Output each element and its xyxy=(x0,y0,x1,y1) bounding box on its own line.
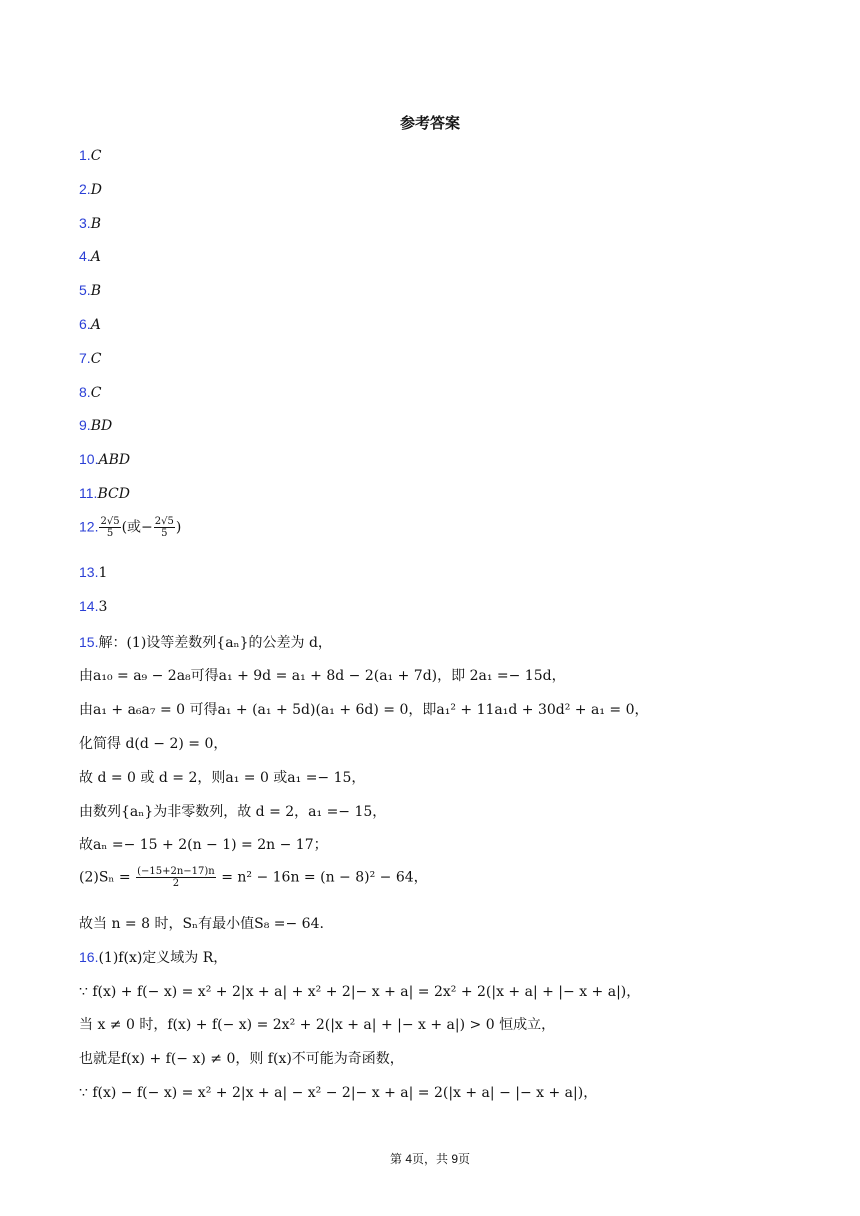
answer-8 xyxy=(79,384,101,401)
answer-number: 11. xyxy=(79,485,98,501)
answer-number: 7. xyxy=(79,350,91,366)
answer-value: BD xyxy=(90,418,113,434)
answer-number: 4. xyxy=(79,248,91,264)
answer-13 xyxy=(79,564,107,581)
solution-15-sum-formula xyxy=(79,866,428,889)
answer-number: 9. xyxy=(79,417,91,433)
answer-value: C xyxy=(90,351,102,367)
fraction-numerator: 2√5 xyxy=(100,516,120,527)
answer-number: 3. xyxy=(79,215,91,231)
solution-16-line-2: ∵ f(x) + f(− x) = x² + 2|x + a| + x² + 2|− x + a| = 2x² + 2(|x + a| + |− x + a|)， xyxy=(79,984,641,1000)
answer-number: 16. xyxy=(79,949,99,965)
solution-16-line-4: 也就是f(x) + f(− x) ≠ 0，则 f(x)不可能为奇函数， xyxy=(79,1051,404,1067)
answer-10 xyxy=(79,451,130,468)
answer-number: 13. xyxy=(79,564,99,580)
answer-text: ) xyxy=(175,519,182,536)
solution-15-conclusion: 故当 n = 8 时，Sₙ有最小值S₈ =− 64. xyxy=(79,916,324,932)
answer-value: B xyxy=(90,216,101,232)
answer-text: (或− xyxy=(121,519,153,536)
answer-1 xyxy=(79,147,101,164)
solution-15-line-3: 由a₁ + a₆a₇ = 0 可得a₁ + (a₁ + 5d)(a₁ + 6d) = 0，即a₁² + 11a₁d + 30d² + a₁ = 0， xyxy=(79,702,649,718)
answer-9 xyxy=(79,417,112,434)
solution-15-line-6: 由数列{aₙ}为非零数列，故 d = 2，a₁ =− 15， xyxy=(79,804,387,820)
solution-text: (1)f(x)定义域为 R， xyxy=(98,950,228,966)
fraction xyxy=(99,516,120,539)
answer-2 xyxy=(79,181,102,198)
answer-value: A xyxy=(90,249,101,265)
answer-12 xyxy=(79,516,181,539)
answer-14 xyxy=(79,598,107,615)
page-footer: 第 4页，共 9页 xyxy=(389,1152,471,1166)
fraction-numerator: 2√5 xyxy=(154,516,174,527)
answer-7 xyxy=(79,350,101,367)
solution-16-line-3: 当 x ≠ 0 时，f(x) + f(− x) = 2x² + 2(|x + a| + |− x + a|) > 0 恒成立， xyxy=(79,1017,556,1033)
answer-value: C xyxy=(90,385,102,401)
answer-number: 14. xyxy=(79,598,99,614)
answer-number: 10. xyxy=(79,451,99,467)
fraction xyxy=(154,516,175,539)
answer-value: 1 xyxy=(98,565,108,581)
solution-15-line-2: 由a₁₀ = a₉ − 2a₈可得a₁ + 9d = a₁ + 8d − 2(a₁ + 7d)，即 2a₁ =− 15d， xyxy=(79,668,566,684)
solution-15-line-5: 故 d = 0 或 d = 2，则a₁ = 0 或a₁ =− 15， xyxy=(79,770,366,786)
answer-value: A xyxy=(90,317,101,333)
answer-value: ABD xyxy=(98,452,131,468)
solution-text: 解：(1)设等差数列{aₙ}的公差为 d， xyxy=(98,635,332,651)
answer-value: B xyxy=(90,283,101,299)
answer-6 xyxy=(79,316,101,333)
answer-number: 12. xyxy=(79,518,99,535)
answer-number: 8. xyxy=(79,384,91,400)
fraction-denominator: 5 xyxy=(161,528,168,539)
fraction-numerator: (−15+2n−17)n xyxy=(137,866,215,877)
answer-4 xyxy=(79,248,101,265)
solution-15-line-1 xyxy=(79,632,332,652)
answer-number: 6. xyxy=(79,316,91,332)
fraction-denominator: 2 xyxy=(172,878,180,889)
page-title: 参考答案 xyxy=(399,114,460,132)
answer-value: D xyxy=(90,182,102,198)
solution-text: = n² − 16n = (n − 8)² − 64， xyxy=(216,869,428,886)
answer-3 xyxy=(79,215,101,232)
answer-5 xyxy=(79,282,101,299)
solution-15-line-4: 化简得 d(d − 2) = 0， xyxy=(79,736,228,752)
solution-15-line-7: 故aₙ =− 15 + 2(n − 1) = 2n − 17； xyxy=(79,837,328,853)
answer-value: BCD xyxy=(97,486,130,502)
answer-value: C xyxy=(90,148,102,164)
answer-number: 2. xyxy=(79,181,91,197)
solution-16-line-1 xyxy=(79,947,227,967)
answer-number: 1. xyxy=(79,147,91,163)
answer-number: 5. xyxy=(79,282,91,298)
answer-11 xyxy=(79,485,130,502)
solution-text: (2)Sₙ = xyxy=(79,869,136,886)
fraction-denominator: 5 xyxy=(106,528,114,539)
fraction xyxy=(136,866,216,889)
answer-number: 15. xyxy=(79,634,99,650)
answer-value: 3 xyxy=(98,599,108,615)
solution-16-line-5: ∵ f(x) − f(− x) = x² + 2|x + a| − x² − 2|− x + a| = 2(|x + a| − |− x + a|)， xyxy=(79,1085,598,1101)
